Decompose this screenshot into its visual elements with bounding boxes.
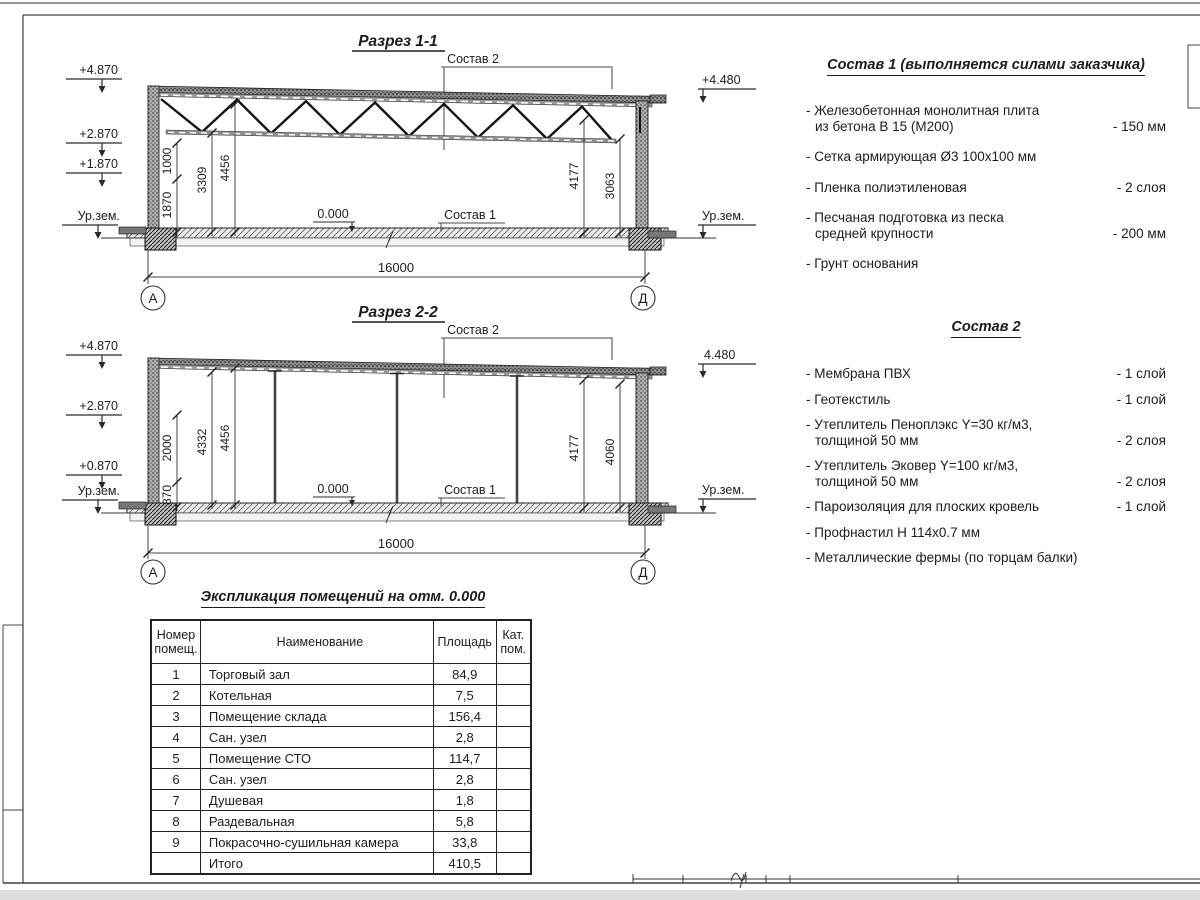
- axis-label: А: [148, 565, 158, 580]
- footing-left: [145, 228, 176, 250]
- footing-left: [145, 503, 176, 525]
- table-row: 1 Торговый зал 84,9: [151, 664, 531, 685]
- sostav2-item: - Утеплитель Эковер Y=100 кг/м3, толщиной 50 мм - 2 слоя: [806, 458, 1166, 489]
- title-block-edge: [633, 872, 1200, 888]
- col-header-area: Площадь: [433, 620, 496, 664]
- roof-1-1: [148, 86, 666, 107]
- level-mark: +4.480: [702, 73, 741, 87]
- axis-marks-2-2: [141, 560, 655, 584]
- table-total-row: Итого 410,5: [151, 853, 531, 875]
- sostav2-item: - Утеплитель Пеноплэкс Y=30 кг/м3, толщиной 50 мм - 2 слоя: [806, 417, 1166, 448]
- explication-table: [150, 619, 532, 875]
- sostav2-item: - Мембрана ПВХ - 1 слой: [806, 366, 1166, 381]
- section-1-1-title: Разрез 1-1: [358, 33, 438, 50]
- signature-scribble: [731, 872, 746, 888]
- table-row: 5 Помещение СТО 114,7: [151, 748, 531, 769]
- dim-text: 4456: [218, 424, 232, 452]
- sostav1-leader-label: Состав 1: [444, 483, 496, 497]
- span-dim-text: 16000: [377, 536, 415, 551]
- sostav2-panel: [806, 318, 1166, 566]
- level-mark: +2.870: [79, 399, 118, 413]
- sostav1-item: - Сетка армирующая Ø3 100х100 мм: [806, 149, 1037, 164]
- dim-text: 3309: [195, 166, 209, 194]
- sostav1-item: - Пленка полиэтиленовая - 2 слоя: [806, 179, 1166, 195]
- dim-text: 1000: [160, 147, 174, 175]
- dim-text: 2000: [160, 434, 174, 462]
- table-row: 6 Сан. узел 2,8: [151, 769, 531, 790]
- sostav1-item: - Грунт основания: [806, 256, 919, 271]
- sostav1-leader-label: Состав 1: [444, 208, 496, 222]
- section-1-1: [62, 33, 756, 310]
- table-header-row: [151, 620, 531, 664]
- explication-title: Экспликация помещений на отм. 0.000: [150, 588, 536, 608]
- wall-right-1-1: [636, 101, 648, 233]
- zero-level-label: 0.000: [317, 207, 349, 221]
- sostav2-leader-label: Состав 2: [447, 52, 499, 66]
- col-header-num: Номер помещ.: [151, 620, 200, 664]
- sostav2-item: - Металлические фермы (по торцам балки): [806, 550, 1078, 565]
- dim-text: 4060: [603, 438, 617, 466]
- axis-label: Д: [638, 291, 648, 306]
- floor-1-1: [101, 227, 716, 250]
- dim-text: 870: [160, 484, 174, 506]
- ground-level-mark: Ур.зем.: [702, 483, 745, 497]
- table-row: 8 Раздевальная 5,8: [151, 811, 531, 832]
- dim-text: 4177: [567, 434, 581, 462]
- level-mark: +2.870: [79, 127, 118, 141]
- table-row: 9 Покрасочно-сушильная камера 33,8: [151, 832, 531, 853]
- dim-text: 4456: [218, 154, 232, 182]
- col-header-cat: Кат. пом.: [496, 620, 531, 664]
- dimensions-1-1: [177, 104, 620, 237]
- dim-text: 1870: [160, 191, 174, 219]
- floor-2-2: [101, 502, 716, 525]
- col-header-name: Наименование: [200, 620, 433, 664]
- table-row: 2 Котельная 7,5: [151, 685, 531, 706]
- dim-text: 4332: [195, 428, 209, 456]
- sostav2-item: - Профнастил Н 114х0.7 мм: [806, 524, 980, 540]
- sostav1-panel: [806, 56, 1166, 272]
- explication-panel: [150, 588, 536, 875]
- sostav2-title: Состав 2: [806, 318, 1166, 338]
- wall-right-2-2: [636, 373, 648, 507]
- sostav1-item: - Железобетонная монолитная плита из бетона В 15 (М200) - 150 мм: [806, 103, 1166, 134]
- axis-label: А: [148, 291, 158, 306]
- dim-text: 4177: [567, 162, 581, 190]
- table-row: 3 Помещение склада 156,4: [151, 706, 531, 727]
- section-2-2: [62, 304, 756, 584]
- roof-edge-detail: [650, 95, 666, 103]
- level-mark: +4.870: [79, 63, 118, 77]
- sostav2-item: - Пароизоляция для плоских кровель - 1 слой: [806, 499, 1166, 514]
- level-mark: +4.870: [79, 339, 118, 353]
- wall-left-2-2: [148, 358, 159, 506]
- sostav1-title: Состав 1 (выполняется силами заказчика): [806, 56, 1166, 76]
- table-row: 7 Душевая 1,8: [151, 790, 531, 811]
- ground-level-mark: Ур.зем.: [77, 484, 120, 498]
- dimensions-2-2: [177, 368, 620, 512]
- roof-edge-detail: [650, 367, 666, 375]
- level-mark: +0.870: [79, 459, 118, 473]
- dim-text: 3063: [603, 172, 617, 200]
- level-mark: +1.870: [79, 157, 118, 171]
- span-dim-text: 16000: [377, 260, 415, 275]
- ground-level-mark: Ур.зем.: [702, 209, 745, 223]
- zero-level-label: 0.000: [317, 482, 349, 496]
- table-row: 4 Сан. узел 2,8: [151, 727, 531, 748]
- section-2-2-title: Разрез 2-2: [358, 304, 438, 321]
- level-mark: 4.480: [704, 348, 736, 362]
- axis-label: Д: [638, 565, 648, 580]
- sostav2-item: - Геотекстиль - 1 слой: [806, 391, 1166, 407]
- sheet-bottom-edge: [0, 890, 1200, 900]
- sostav2-leader-label: Состав 2: [447, 323, 499, 337]
- ground-level-mark: Ур.зем.: [77, 209, 120, 223]
- wall-left-1-1: [148, 86, 159, 233]
- sostav1-item: - Песчаная подготовка из песка средней крупности - 200 мм: [806, 210, 1166, 241]
